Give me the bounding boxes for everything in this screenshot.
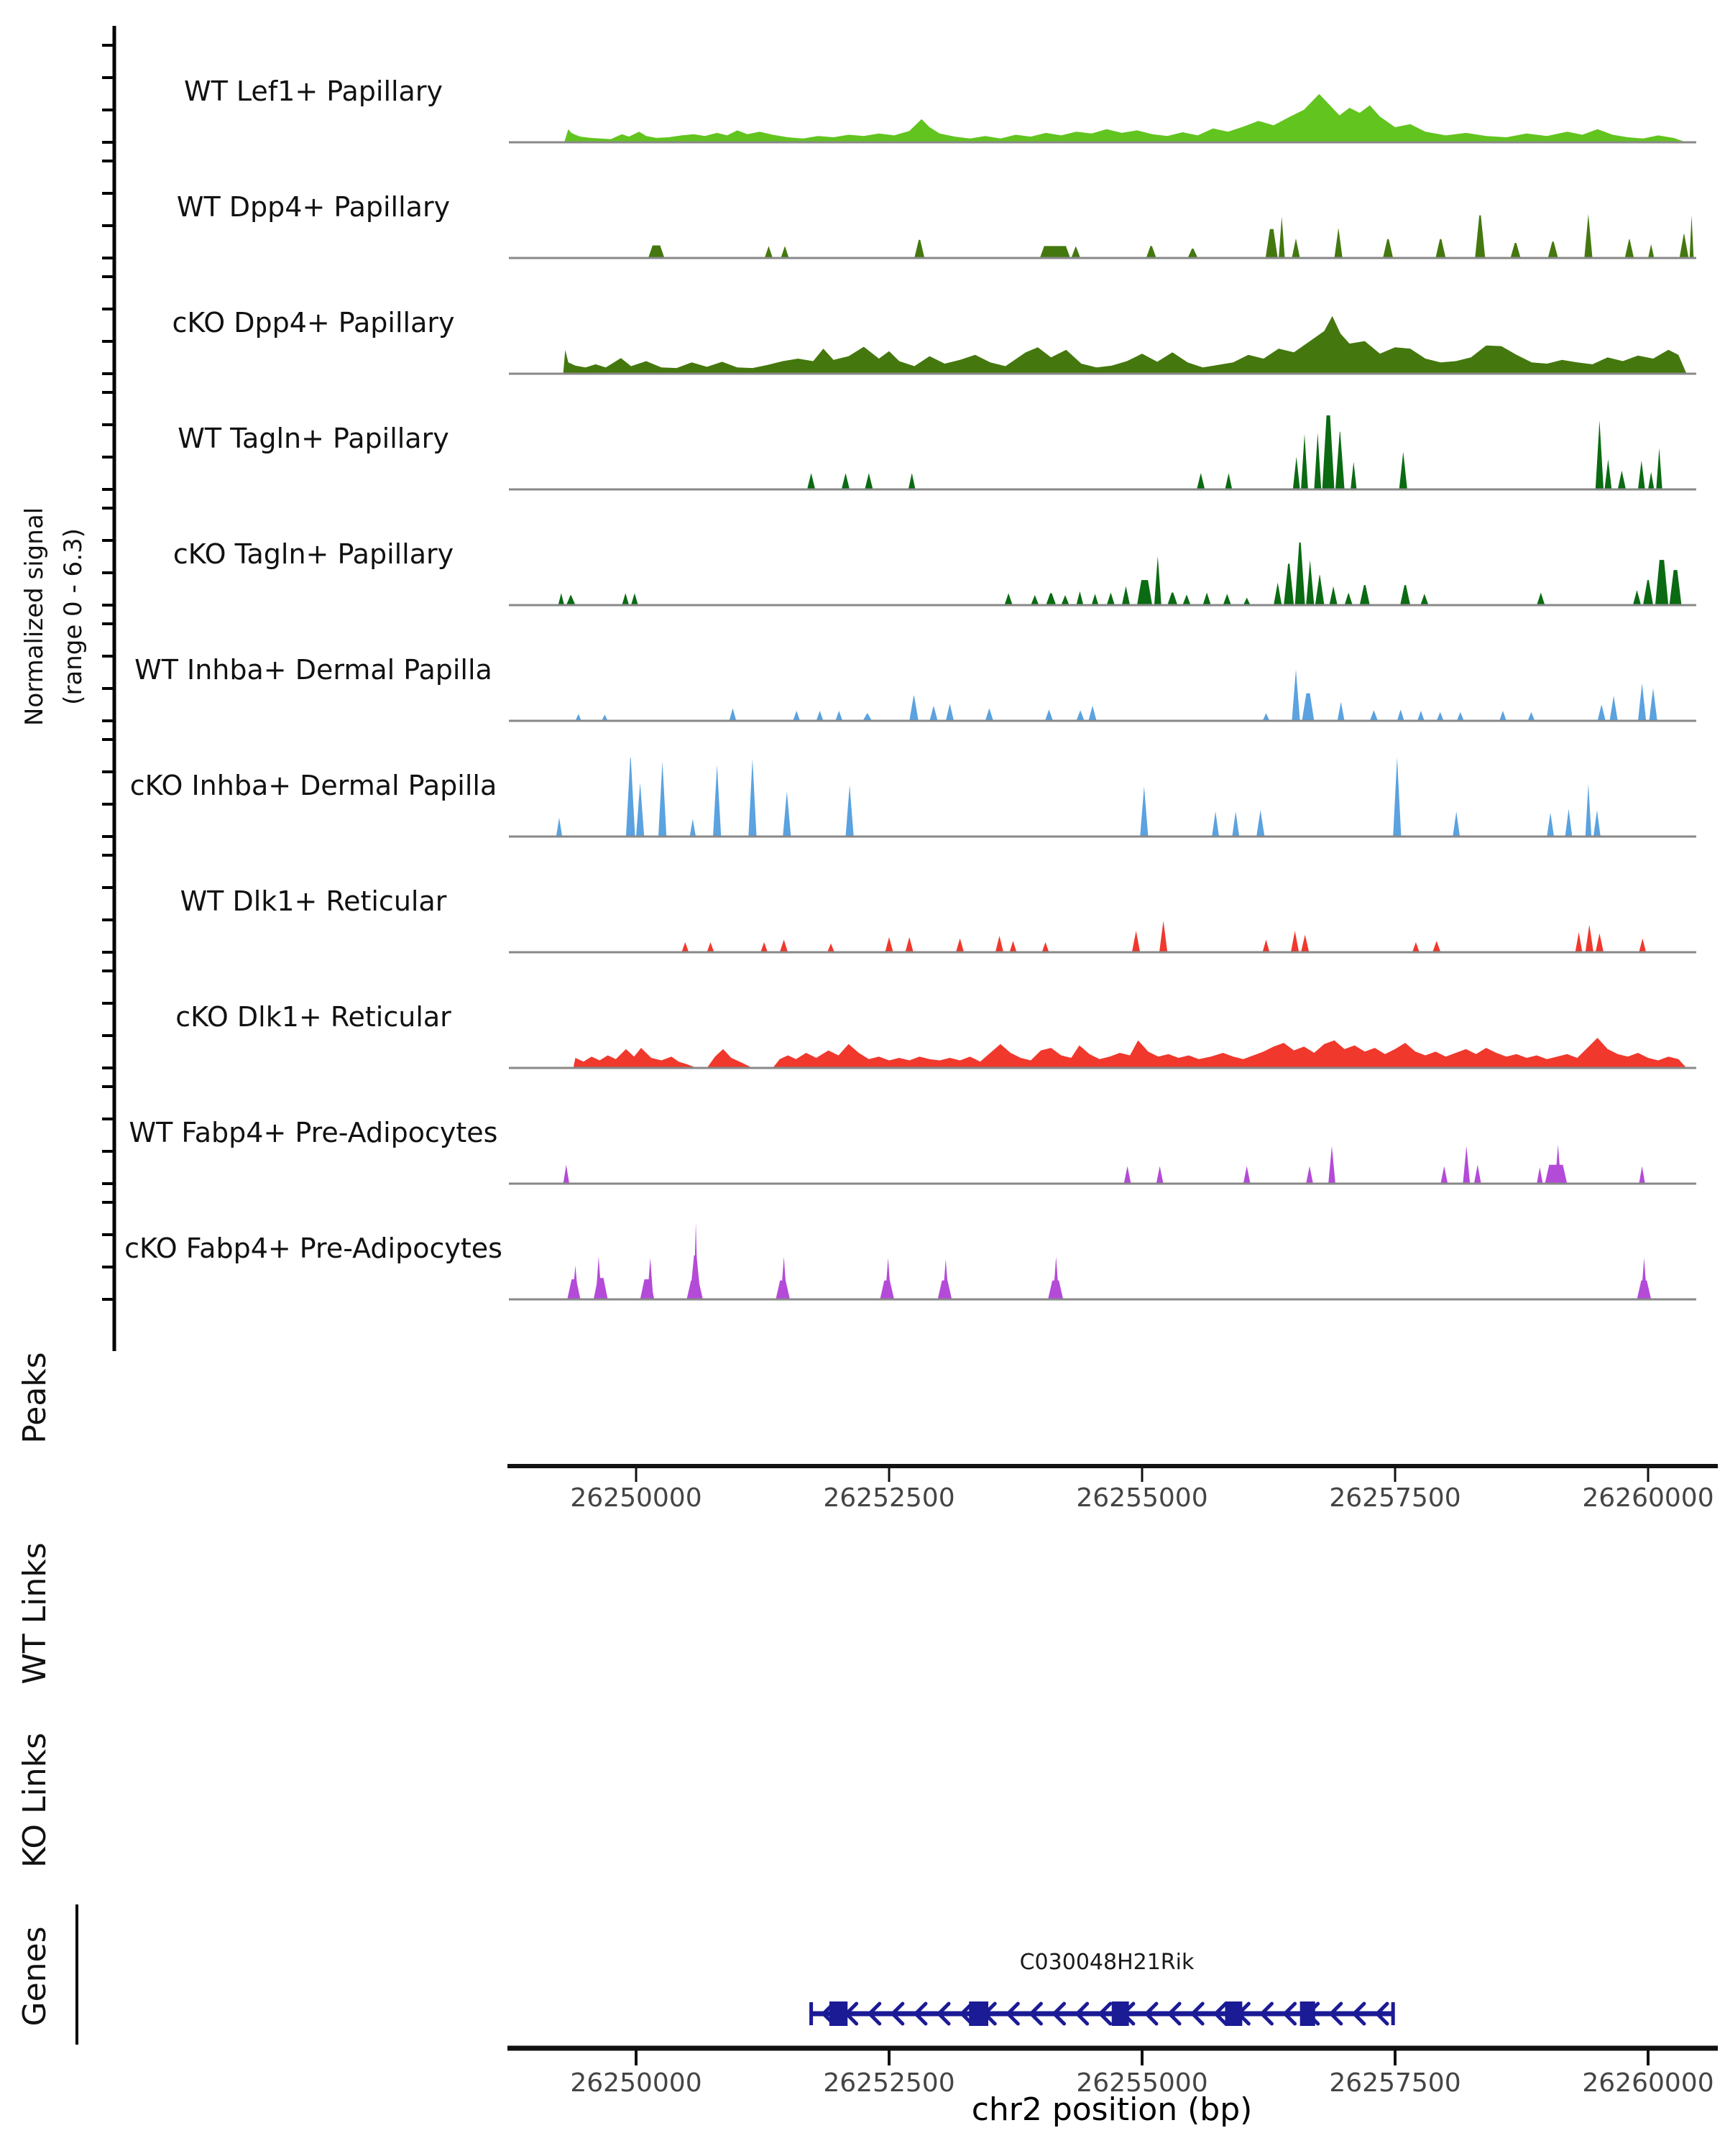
signal-block xyxy=(1586,925,1593,952)
signal-block xyxy=(1338,702,1345,721)
signal-area xyxy=(574,1038,1687,1068)
signal-block xyxy=(1031,595,1039,605)
axis-tick-label: 26252500 xyxy=(823,2068,955,2098)
signal-block xyxy=(1648,472,1654,489)
signal-block xyxy=(1154,556,1162,605)
signal-block xyxy=(713,765,721,837)
signal-block xyxy=(1053,1257,1059,1299)
signal-block xyxy=(1137,580,1152,605)
signal-block xyxy=(1243,598,1251,606)
signal-block xyxy=(648,246,665,259)
track-label: cKO Dlk1+ Reticular xyxy=(175,1001,451,1033)
signal-block xyxy=(1625,239,1634,258)
y-axis-label-line1: Normalized signal xyxy=(20,507,49,727)
signal-block xyxy=(946,704,954,721)
signal-track xyxy=(173,538,1696,605)
signal-block xyxy=(1140,786,1148,837)
signal-track xyxy=(134,654,1696,721)
signal-block xyxy=(1475,216,1485,258)
signal-block xyxy=(558,593,564,605)
signal-block xyxy=(1291,931,1299,952)
wt-links-section-label: WT Links xyxy=(17,1542,53,1685)
signal-block xyxy=(885,937,893,952)
signal-block xyxy=(1586,784,1591,837)
signal-block xyxy=(1223,594,1231,605)
signal-block xyxy=(1071,247,1080,258)
signal-track xyxy=(178,415,1696,489)
track-label: WT Dlk1+ Reticular xyxy=(180,885,447,917)
signal-block xyxy=(1417,711,1425,721)
signal-block xyxy=(1638,461,1645,489)
signal-block xyxy=(1463,1146,1470,1184)
signal-block xyxy=(1092,594,1099,605)
axis-tick-label: 26260000 xyxy=(1582,2068,1714,2098)
signal-block xyxy=(1302,694,1314,721)
genes-section xyxy=(17,1904,1393,2045)
signal-block xyxy=(1565,809,1573,837)
gene-exon xyxy=(829,2001,847,2026)
signal-block xyxy=(1202,593,1210,606)
signal-area xyxy=(564,316,1687,374)
signal-block xyxy=(1547,813,1554,837)
signal-block xyxy=(1314,433,1321,489)
signal-block xyxy=(1655,560,1668,605)
signal-block xyxy=(1263,714,1270,722)
signal-block xyxy=(909,696,919,721)
signal-block xyxy=(1122,586,1130,605)
signal-block xyxy=(1010,941,1017,952)
signal-block xyxy=(781,1257,786,1299)
x-axis-title: chr2 position (bp) xyxy=(971,2091,1253,2128)
signal-block xyxy=(1124,1166,1131,1184)
axis-tick-label: 26250000 xyxy=(570,2068,702,2098)
gene-exon xyxy=(1225,2001,1242,2026)
signal-area xyxy=(564,94,1687,142)
signal-block xyxy=(1437,712,1444,721)
signal-block xyxy=(622,593,629,605)
axis-tick-label: 26252500 xyxy=(823,1483,955,1513)
signal-block xyxy=(885,1258,891,1299)
signal-track xyxy=(175,1001,1696,1068)
signal-track xyxy=(172,307,1696,374)
signal-track xyxy=(180,885,1696,952)
signal-block xyxy=(1076,591,1083,605)
signal-block xyxy=(1232,811,1239,837)
signal-track xyxy=(129,1117,1696,1184)
signal-block xyxy=(1457,712,1464,721)
signal-block xyxy=(1107,593,1115,606)
signal-track xyxy=(130,757,1696,837)
signal-block xyxy=(1279,216,1284,258)
track-label: WT Lef1+ Papillary xyxy=(184,75,443,107)
signal-block xyxy=(1400,585,1410,605)
signal-block xyxy=(1315,575,1325,605)
signal-block xyxy=(1159,921,1167,952)
signal-block xyxy=(1292,239,1300,258)
signal-block xyxy=(1335,228,1343,258)
signal-tracks xyxy=(124,75,1696,1299)
signal-block xyxy=(1397,709,1404,721)
signal-block xyxy=(1598,704,1606,721)
signal-block xyxy=(1076,710,1084,721)
signal-block xyxy=(1061,595,1069,605)
gene-exon xyxy=(1300,2001,1315,2026)
signal-block xyxy=(914,240,924,258)
signal-block xyxy=(908,473,916,489)
signal-block xyxy=(1046,593,1056,605)
signal-block xyxy=(1648,244,1654,258)
signal-block xyxy=(1584,214,1592,258)
signal-block xyxy=(1167,593,1177,606)
track-label: WT Fabp4+ Pre-Adipocytes xyxy=(129,1117,498,1148)
signal-block xyxy=(943,1259,949,1299)
signal-block xyxy=(1295,543,1305,605)
signal-block xyxy=(690,819,696,837)
signal-block xyxy=(681,942,689,952)
signal-block xyxy=(845,785,853,837)
signal-block xyxy=(1042,942,1049,952)
track-label: cKO Inhba+ Dermal Papilla xyxy=(129,770,497,801)
signal-block xyxy=(835,711,842,721)
signal-block xyxy=(1301,935,1309,952)
signal-block xyxy=(1412,942,1420,952)
signal-block xyxy=(707,942,714,952)
signal-block xyxy=(816,711,824,721)
signal-block xyxy=(1301,434,1308,489)
signal-block xyxy=(1453,811,1460,837)
signal-block xyxy=(730,709,737,722)
signal-block xyxy=(1306,560,1314,605)
signal-block xyxy=(1656,448,1662,489)
x-axis xyxy=(507,2048,1718,2128)
x-axis-ticks xyxy=(570,2048,1714,2098)
signal-block xyxy=(748,759,756,837)
signal-block xyxy=(1680,234,1689,258)
axis-tick-label: 26257500 xyxy=(1329,2068,1461,2098)
signal-block xyxy=(1088,706,1096,721)
signal-block xyxy=(985,709,993,722)
signal-block xyxy=(780,940,788,953)
signal-block xyxy=(631,593,638,605)
signal-block xyxy=(793,711,800,721)
signal-track xyxy=(124,1223,1696,1300)
signal-block xyxy=(781,246,788,258)
signal-block xyxy=(1225,473,1232,489)
signal-block xyxy=(1292,669,1300,721)
track-label: cKO Fabp4+ Pre-Adipocytes xyxy=(124,1233,502,1264)
gene-exon xyxy=(969,2001,988,2026)
signal-block xyxy=(1690,216,1694,258)
signal-track xyxy=(177,191,1696,258)
signal-y-axis xyxy=(102,26,114,1351)
signal-block xyxy=(1197,473,1205,489)
axis-tick-label: 26255000 xyxy=(1076,2068,1208,2098)
signal-block xyxy=(1511,243,1521,258)
signal-block xyxy=(1351,462,1356,489)
gene-model xyxy=(811,2001,1394,2026)
signal-block xyxy=(1527,712,1535,721)
track-label: WT Dpp4+ Papillary xyxy=(176,191,451,223)
signal-block xyxy=(564,1165,569,1184)
signal-block xyxy=(1435,239,1445,258)
signal-block xyxy=(1266,229,1278,258)
signal-block xyxy=(1306,1166,1313,1184)
signal-block xyxy=(760,942,768,952)
signal-block xyxy=(783,791,791,837)
signal-block xyxy=(1182,594,1190,605)
axis-tick-label: 26260000 xyxy=(1582,1483,1714,1513)
signal-block xyxy=(1633,590,1641,605)
signal-block xyxy=(1335,432,1345,489)
gene-exon xyxy=(1112,2001,1129,2026)
peaks-section xyxy=(17,1352,1718,1513)
signal-block xyxy=(1639,1166,1644,1184)
signal-block xyxy=(1440,1166,1448,1184)
signal-block xyxy=(1420,594,1428,605)
gene-name-label: C030048H21Rik xyxy=(1019,1950,1195,1975)
signal-block xyxy=(906,937,914,952)
signal-block xyxy=(1132,931,1140,952)
signal-block xyxy=(1555,1145,1560,1184)
signal-block xyxy=(1040,246,1070,258)
signal-block xyxy=(1474,1165,1481,1184)
signal-block xyxy=(1638,683,1646,721)
signal-block xyxy=(1649,688,1657,721)
signal-block xyxy=(1643,580,1653,605)
signal-block xyxy=(1187,249,1197,258)
signal-block xyxy=(862,714,872,722)
signal-block xyxy=(1156,1166,1164,1184)
signal-block xyxy=(636,783,644,837)
signal-block xyxy=(765,246,773,258)
genes-section-label: Genes xyxy=(17,1926,53,2027)
signal-block xyxy=(865,473,873,489)
signal-block xyxy=(929,706,937,721)
signal-block xyxy=(1641,1258,1647,1299)
signal-block xyxy=(807,473,815,489)
y-axis-ticks xyxy=(102,45,114,1299)
track-label: WT Tagln+ Papillary xyxy=(178,423,449,454)
peaks-axis-ticks xyxy=(570,1466,1714,1513)
signal-block xyxy=(1670,570,1682,605)
axis-tick-label: 26255000 xyxy=(1076,1483,1208,1513)
signal-block xyxy=(1146,246,1156,258)
track-label: WT Inhba+ Dermal Papilla xyxy=(134,654,492,686)
signal-block xyxy=(1329,586,1337,605)
signal-block xyxy=(566,595,576,605)
signal-block xyxy=(1576,932,1583,952)
axis-tick-label: 26257500 xyxy=(1329,1483,1461,1513)
signal-block xyxy=(1045,709,1053,721)
signal-block xyxy=(1604,459,1611,489)
signal-block xyxy=(647,1258,653,1299)
signal-block xyxy=(1639,939,1646,952)
signal-block xyxy=(1328,1146,1335,1184)
signal-block xyxy=(827,944,834,952)
signal-block xyxy=(1548,241,1558,258)
track-label: cKO Tagln+ Papillary xyxy=(172,538,454,570)
peaks-section-label: Peaks xyxy=(17,1352,53,1444)
signal-block xyxy=(626,757,635,837)
signal-block xyxy=(1256,810,1264,837)
track-label: cKO Dpp4+ Papillary xyxy=(172,307,455,338)
signal-block xyxy=(1383,239,1393,258)
signal-block xyxy=(1360,585,1370,605)
signal-block xyxy=(1596,934,1604,952)
signal-block xyxy=(842,473,850,489)
signal-track xyxy=(184,75,1696,142)
y-axis-label-line2: (range 0 - 6.3) xyxy=(59,528,88,705)
signal-block xyxy=(1243,1166,1251,1184)
signal-block xyxy=(1593,810,1601,837)
signal-block xyxy=(1345,593,1353,606)
signal-block xyxy=(1537,1167,1542,1184)
signal-block xyxy=(1499,711,1506,721)
axis-tick-label: 26250000 xyxy=(570,1483,702,1513)
signal-block xyxy=(956,939,964,952)
signal-block xyxy=(1432,941,1440,952)
signal-block xyxy=(1609,696,1617,721)
ko-links-section-label: KO Links xyxy=(17,1732,53,1869)
signal-block xyxy=(1399,452,1407,489)
signal-block xyxy=(1322,415,1335,489)
signal-block xyxy=(556,818,562,837)
signal-block xyxy=(658,761,666,837)
signal-block xyxy=(1537,593,1545,606)
signal-block xyxy=(1284,563,1294,605)
signal-block xyxy=(1005,593,1013,605)
signal-block xyxy=(1293,457,1300,489)
signal-block xyxy=(1263,940,1270,953)
signal-block xyxy=(995,936,1003,952)
signal-block xyxy=(1370,710,1378,721)
signal-block xyxy=(1212,811,1219,837)
signal-block xyxy=(1596,420,1604,489)
signal-block xyxy=(1618,471,1626,489)
signal-block xyxy=(1274,583,1282,605)
signal-block xyxy=(1393,757,1401,837)
